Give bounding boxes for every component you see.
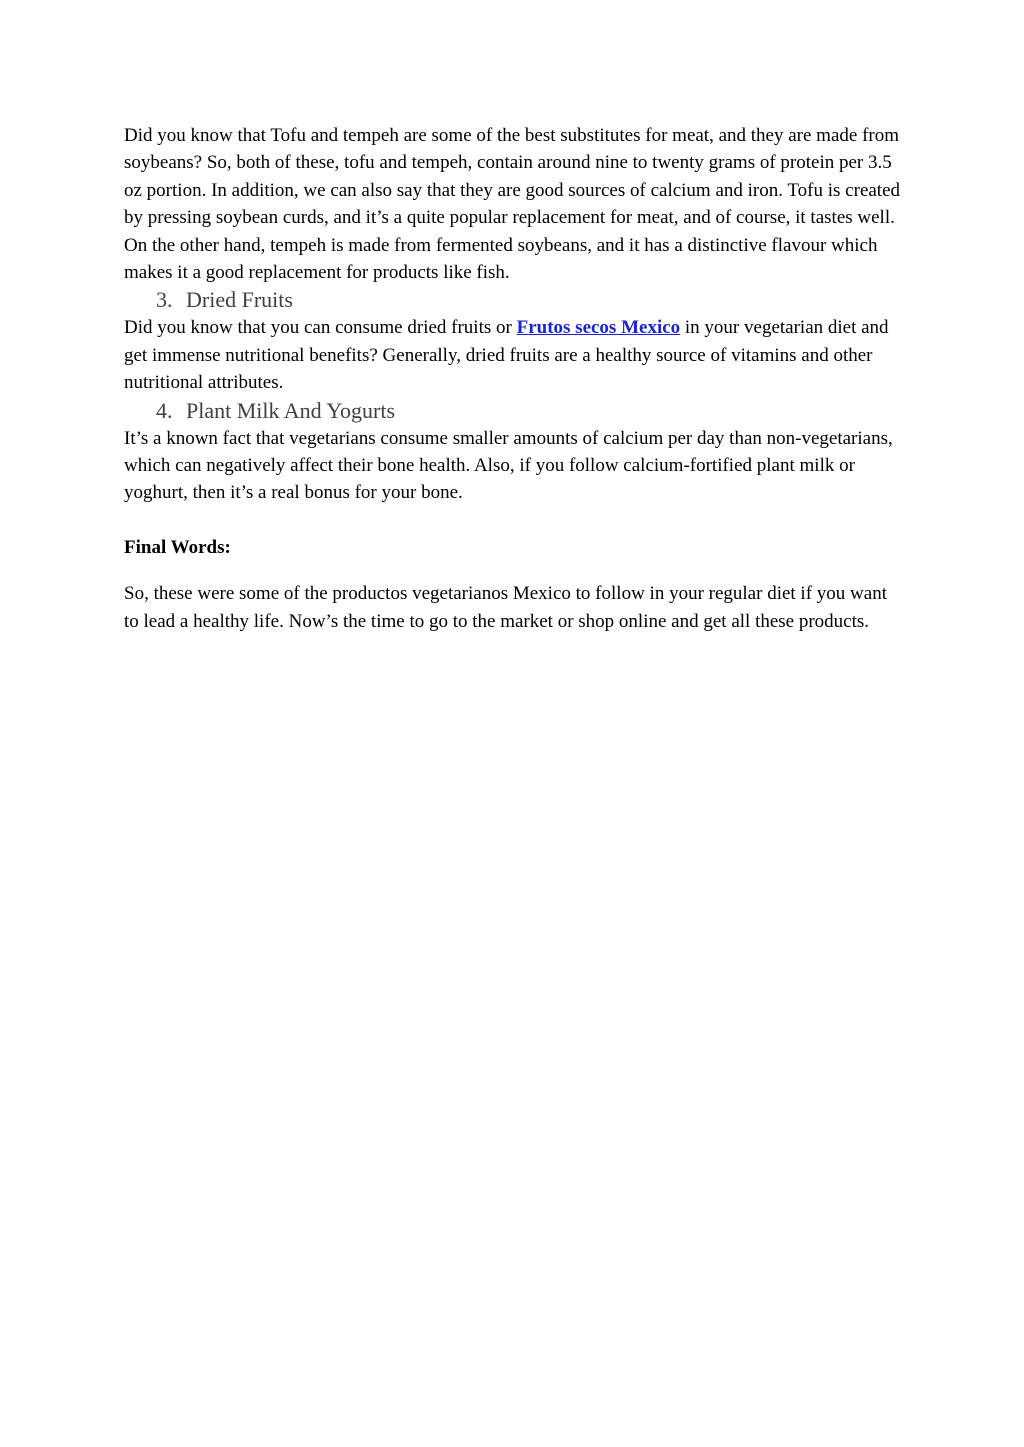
- plant-milk-paragraph: It’s a known fact that vegetarians consume smaller amounts of calcium per day than non-vegetarians, which can negatively affect their bone health. Also, if you follow calcium-fortified plant milk or yoghurt, then it’s a real bonus for your bone.: [124, 427, 893, 504]
- dried-fruits-paragraph: [124, 314, 904, 396]
- section-title: Plant Milk And Yogurts: [186, 397, 396, 423]
- paragraph-text: in your vegetarian diet and get immense nutritional benefits? Generally, dried fruits are a healthy source of vitamins and other nutritional attributes.: [124, 317, 889, 394]
- section-number: 4.: [156, 397, 173, 423]
- intro-paragraph: Did you know that Tofu and tempeh are some of the best substitutes for meat, and they are made from soybeans? So, both of these, tofu and tempeh, contain around nine to twenty grams of protein per 3.5 oz portion. In addition, we can also say that they are good sources of calcium and iron. Tofu is created by pressing soybean curds, and it’s a quite popular replacement for meat, and of course, it tastes well. On the other hand, tempeh is made from fermented soybeans, and it has a distinctive flavour which makes it a good replacement for products like fish.: [124, 125, 901, 284]
- section-number: 3.: [156, 287, 173, 313]
- section-heading-plant-milk: [124, 397, 904, 425]
- section-heading-dried-fruits: [124, 286, 904, 314]
- final-words-paragraph: So, these were some of the productos vegetarianos Mexico to follow in your regular diet if you want to lead a healthy life. Now’s the time to go to the market or shop online and get all these products.: [124, 583, 887, 632]
- frutos-secos-link[interactable]: Frutos secos Mexico: [516, 317, 681, 339]
- section-title: Dried Fruits: [186, 287, 293, 313]
- final-words-heading: Final Words:: [124, 536, 231, 558]
- document-page: [124, 122, 904, 635]
- paragraph-text: Did you know that you can consume dried fruits or: [124, 317, 517, 339]
